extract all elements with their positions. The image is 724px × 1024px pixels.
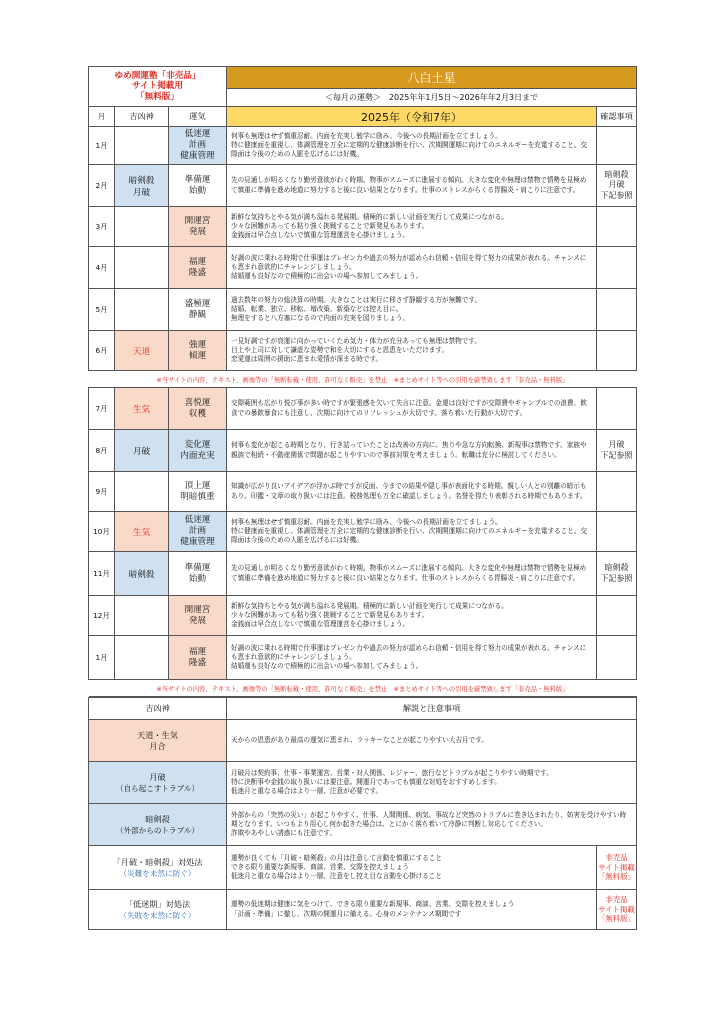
fortune-cell	[169, 430, 227, 472]
legend-description-line: 運勢が良くても「月破・暗剣殺」の月は注意して言動を慎重にすること	[231, 853, 442, 862]
fortune-line: 健康管理	[180, 537, 215, 547]
legend-name-line: 「低迷期」対処法	[124, 898, 191, 909]
free-edition-note	[597, 846, 637, 890]
kyo-cell	[115, 207, 169, 247]
legend-name-line: 暗剣殺	[145, 813, 170, 824]
month-label: 9月	[89, 472, 115, 512]
free-note-line: サイト掲載	[598, 904, 635, 914]
free-note-line: サイト掲載	[598, 862, 635, 872]
kyo-cell: 生気	[115, 388, 169, 430]
month-row	[89, 552, 637, 596]
fortune-line: 傾運	[188, 350, 207, 361]
description-line: 特に健康面を重視し、体調管理を万全に定期的な健康診断を行い、次期開運期に向けてのエネルギーを充電すること。交際面は今後のための人脈を広げるには好機。	[231, 140, 588, 159]
kyo-cell: 暗剣殺	[115, 552, 169, 596]
month-row	[89, 596, 637, 636]
check-line: 暗剣殺	[604, 563, 629, 572]
description-line: 何事も無理はせず慎重忍耐。内面を充実し勉学に励み、今後への長期計画を立てましょう。	[231, 131, 502, 140]
legend-name	[89, 846, 227, 890]
legend-name	[89, 720, 227, 762]
month-description	[227, 472, 597, 512]
fortune-line: 準備運	[184, 562, 211, 573]
month-description	[227, 331, 597, 371]
legend-row	[89, 846, 637, 890]
period-text: ＜毎月の運勢＞ 2025年年1月5日～2026年年2月3日まで	[227, 89, 637, 107]
col-header-month: 月	[89, 107, 115, 127]
fortune-line: 開運宮	[184, 604, 211, 615]
check-cell	[597, 472, 637, 512]
legend-row	[89, 762, 637, 804]
notice-text: ※当サイトの内容、テキスト、画像等の「無断転載・使用、許可なく販売」を禁止 ※まとめサイト等への引用を厳禁致します「非売品・無料版」	[89, 371, 637, 388]
month-description	[227, 165, 597, 207]
check-cell	[597, 331, 637, 371]
fortune-line: 喜悦運	[184, 397, 211, 408]
fortune-line: 低迷運	[184, 129, 211, 139]
description-line: 過去数年の努力の総決算の時期。大きなことは実行に移さず静観する方が無難です。	[231, 295, 482, 304]
legend-sub: （外部からのトラブル）	[115, 825, 200, 835]
col-header-kyo: 吉凶神	[115, 107, 169, 127]
description-line: 金銭面は早合点しないで慎重な管理運営を心掛けましょう。	[231, 620, 410, 629]
check-line: 下記参照	[600, 190, 633, 200]
description-line: 結婚運も良好なので積極的に出会いの場へ参加してみましょう。	[231, 662, 423, 671]
fortune-line: 隆盛	[188, 657, 207, 668]
description-line: 何事も変化が起こる時期となり、行き詰っていたことは改善の方向に。焦りや急な方向転換、新規事は禁物です。家族や親族で相続・不動産関係で問題が起こりやすいので事前対策を考えましょう。転職は充分に検討してください。	[231, 441, 587, 459]
legend-description	[227, 762, 637, 804]
fortune-cell	[169, 596, 227, 636]
check-line: 暗剣殺	[604, 169, 629, 179]
check-cell	[597, 552, 637, 596]
description-line: 新鮮な気持ちとやる気が満ち溢れる発展期。積極的に新しい計画を実行して成果につながる。	[231, 601, 508, 610]
description-line: 先の見通しが明るくなり勤労意欲がわく時期。物事がスムーズに進展する傾向。大きな変化や無理は禁物で情勢を見極めて慎重に準備を進め地道に努力すると後に良い結果となります。仕事のストレスからくる胃腸炎・肩こりに注意です。	[231, 564, 587, 582]
fortune-cell	[169, 636, 227, 680]
description-line: 好調の波に乗れる時期で仕事運はプレゼン力や過去の努力が認められ信頼・信用を得て努力の成果が表れる。チャンスにも恵まれ意欲的にチャレンジしましょう。	[231, 643, 587, 661]
legend-name-line: 月合	[149, 740, 166, 751]
month-label: 12月	[89, 596, 115, 636]
description-line: 少々な困難があっても粘り強く挑戦することで新発見もあります。	[231, 221, 429, 230]
kyo-cell	[115, 247, 169, 289]
month-row	[89, 127, 637, 165]
star-title: 八白土星	[227, 67, 637, 89]
fortune-cell	[169, 289, 227, 331]
kyo-cell: 月破	[115, 430, 169, 472]
fortune-line: 発展	[188, 226, 207, 237]
legend-name	[89, 890, 227, 930]
month-description	[227, 127, 597, 165]
month-description	[227, 430, 597, 472]
legend-row	[89, 720, 637, 762]
description-line: 特に健康面を重視し、体調管理を万全に定期的な健康診断を行い、次期開運期に向けてのエネルギーを充電すること。交際面は今後のための人脈を広げるには好機。	[231, 526, 588, 545]
legend-table	[88, 697, 637, 930]
description-line: 無理をすると八方塞になるので内面の充実を図りましょう。	[231, 314, 410, 323]
check-cell	[597, 636, 637, 680]
check-cell	[597, 512, 637, 552]
col-header-check: 確認事項	[597, 107, 637, 127]
month-label: 3月	[89, 207, 115, 247]
month-row	[89, 636, 637, 680]
description-line: 交際範囲も広がり悦び事が多い時ですが緊張感を欠いて失言に注意。金運は良好ですが交際費やギャンブルでの浪費、飲食での暴飲暴食にも注意し、次期に向けてのリフレッシュが大切です。落ち着いた行動が大切です。	[231, 399, 587, 417]
fortune-line: 健康管理	[180, 151, 215, 161]
fortune-line: 始動	[188, 185, 207, 196]
free-note-line: 非売品	[605, 895, 628, 905]
brand-line1: ゆめ開運塾「非売品」	[114, 70, 201, 81]
legend-description-line: 低迷月と重なる場合はより一層、注意をし控え目な言動を心掛けること	[231, 872, 442, 881]
legend-description-line: 運勢の低迷期は健康に気をつけて、できる限り重要な新規事、商談、営業、交際を控えましょう	[231, 900, 515, 909]
month-row	[89, 247, 637, 289]
fortune-cell	[169, 207, 227, 247]
fortune-line: 明暗慎重	[180, 491, 215, 502]
month-label: 6月	[89, 331, 115, 371]
kyo-cell: 天道	[115, 331, 169, 371]
legend-name-line: 月破	[149, 771, 166, 782]
fortune-line: 隆盛	[188, 267, 207, 278]
fortune-line: 始動	[188, 573, 207, 584]
free-note-line: 「無料版」	[598, 872, 635, 882]
check-cell	[597, 207, 637, 247]
legend-description-line: 低迷月と重なる場合はより一層、注意が必要です。	[231, 787, 383, 796]
fortune-line: 静観	[188, 309, 207, 320]
check-cell	[597, 165, 637, 207]
month-description	[227, 512, 597, 552]
free-note-line: 非売品	[605, 853, 628, 863]
kyo-cell	[115, 127, 169, 165]
year-title: 2025年（令和7年）	[227, 107, 597, 127]
month-label: 1月	[89, 127, 115, 165]
legend-description-line: 「計画・準備」に徹し、次期の開運月に備える。心身のメンテナンス期間です	[231, 909, 462, 918]
check-cell	[597, 596, 637, 636]
check-cell	[597, 289, 637, 331]
monthly-table	[88, 66, 637, 697]
col-header-fortune: 運気	[169, 107, 227, 127]
check-cell	[597, 430, 637, 472]
month-row	[89, 430, 637, 472]
month-label: 8月	[89, 430, 115, 472]
fortune-cell	[169, 472, 227, 512]
legend-row	[89, 890, 637, 930]
description-line: 新鮮な気持ちとやる気が満ち溢れる発展期。積極的に新しい計画を実行して成果につながる。	[231, 212, 508, 221]
legend-description-line: 詐欺やあやしい誘惑にも注意です。	[231, 829, 336, 838]
check-line: 下記参照	[600, 450, 633, 460]
check-line: 月破	[608, 180, 625, 190]
description-line: 金銭面は早合点しないで慎重な管理運営を心掛けましょう。	[231, 231, 410, 240]
fortune-cell	[169, 552, 227, 596]
month-label: 4月	[89, 247, 115, 289]
description-line: 結婚、転業、独立、移転、増改築、新築などは控え目に。	[231, 304, 403, 313]
fortune-cell	[169, 331, 227, 371]
check-cell	[597, 247, 637, 289]
notice-text: ※当サイトの内容、テキスト、画像等の「無断転載・使用、許可なく販売」を禁止 ※まとめサイト等への引用を厳禁致します「非売品・無料版」	[89, 680, 637, 697]
month-row	[89, 289, 637, 331]
month-row	[89, 331, 637, 371]
description-line: 先の見通しが明るくなり勤労意欲がわく時期。物事がスムーズに進展する傾向。大きな変化や無理は禁物で情勢を見極めて慎重に準備を進め地道に努力すると後に良い結果となります。仕事のストレスからくる胃腸炎・肩こりに注意です。	[231, 176, 587, 194]
fortune-cell	[169, 127, 227, 165]
description-line: 知識が広がり良いアイデアが浮かぶ時ですが反面、今までの結果や隠し事が表面化する時期。親しい人との別離の暗示もあり。印鑑・文章の取り扱いには注意。税務処理も万全に確認しましょう。名誉を得たり表彰される時期でもあります。	[231, 482, 587, 500]
legend-description-line: 特に決断事や金銭の取り扱いには要注意。開運月であっても慎重な対処をおすすめします。	[231, 777, 501, 786]
free-note-line: 「無料版」	[598, 914, 635, 924]
fortune-cell	[169, 165, 227, 207]
kyo-line: 暗剣殺	[128, 175, 155, 186]
description-line: 好調の波に乗れる時期で仕事運はプレゼン力や過去の努力が認められ信頼・信用を得て努力の成果が表れる。チャンスにも恵まれ意欲的にチャレンジしましょう。	[231, 253, 587, 271]
description-line: 結婚運も良好なので積極的に出会いの場へ参加してみましょう。	[231, 272, 423, 281]
month-label: 7月	[89, 388, 115, 430]
legend-description	[227, 890, 597, 930]
legend-description-line: 外部からの「突然の災い」が起こりやすく、仕事、人間関係、病気、事故など突然のトラブルに巻き込まれたり、妨害を受けやすい時期となります。いつもより用心し何か起きた場合は、とにかく落ち着いて冷静に判断し対応してください。	[231, 810, 627, 828]
fortune-line: 収穫	[188, 408, 207, 419]
legend-name	[89, 804, 227, 846]
month-description	[227, 247, 597, 289]
check-line: 下記参照	[600, 573, 633, 583]
notice-row	[89, 680, 637, 697]
legend-description-line: 月破月は契約事、仕事・事業運営、営業・対人関係、レジャー、旅行などトラブルが起こりやすい時期です。	[231, 768, 553, 777]
brand-box	[89, 67, 227, 107]
fortune-line: 発展	[188, 615, 207, 626]
kyo-cell	[115, 289, 169, 331]
check-cell	[597, 127, 637, 165]
kyo-line: 月破	[132, 187, 151, 198]
legend-header-kyo: 吉凶神	[89, 698, 227, 720]
fortune-line: 計画	[188, 526, 207, 536]
description-line: 一見好調ですが衰運に向かっていくため気力・体力が充分あっても無理は禁物です。	[231, 336, 481, 345]
legend-description-line: できる限り重要な新規事、商談、営業、交際を控えましょう	[231, 862, 410, 871]
month-row	[89, 512, 637, 552]
month-description	[227, 207, 597, 247]
fortune-line: 盛極運	[184, 298, 211, 309]
legend-description	[227, 720, 637, 762]
month-label: 10月	[89, 512, 115, 552]
legend-description-line: 天からの恩恵があり最高の運気に恵まれ、ラッキーなことが起こりやすい大吉月です。	[231, 735, 488, 744]
legend-header-desc: 解説と注意事項	[227, 698, 637, 720]
notice-row	[89, 371, 637, 388]
month-label: 5月	[89, 289, 115, 331]
month-label: 2月	[89, 165, 115, 207]
legend-description	[227, 804, 637, 846]
fortune-line: 頂上運	[184, 480, 211, 491]
fortune-line: 変化運	[184, 439, 211, 450]
fortune-line: 内面充実	[180, 450, 215, 461]
month-row	[89, 207, 637, 247]
brand-line2: サイト掲載用	[132, 81, 183, 92]
month-description	[227, 388, 597, 430]
month-description	[227, 289, 597, 331]
month-description	[227, 552, 597, 596]
legend-sub: （失敗を未然に防ぐ）	[119, 910, 196, 920]
fortune-line: 福運	[188, 256, 207, 267]
fortune-line: 準備運	[184, 174, 211, 185]
kyo-cell	[115, 636, 169, 680]
legend-name-line: 「月破・暗剣殺」対処法	[112, 856, 203, 867]
legend-name	[89, 762, 227, 804]
month-label: 1月	[89, 636, 115, 680]
legend-description	[227, 846, 597, 890]
description-line: 目上や上司に対して謙虚な姿勢で和を大切にすると恩恵をいただけます。	[231, 345, 449, 354]
fortune-line: 強運	[188, 339, 207, 350]
fortune-cell	[169, 388, 227, 430]
description-line: 何事も無理はせず慎重忍耐。内面を充実し勉学に励み、今後への長期計画を立てましょう。	[231, 517, 502, 526]
legend-sub: （自ら起こすトラブル）	[115, 783, 200, 793]
fortune-line: 開運宮	[184, 215, 211, 226]
kyo-cell	[115, 472, 169, 512]
check-line: 月破	[608, 440, 625, 449]
kyo-cell	[115, 596, 169, 636]
month-label: 11月	[89, 552, 115, 596]
kyo-cell	[115, 165, 169, 207]
month-description	[227, 636, 597, 680]
kyo-cell: 生気	[115, 512, 169, 552]
legend-name-line: 天道・生気	[137, 729, 178, 740]
fortune-cell	[169, 247, 227, 289]
fortune-sheet	[88, 66, 636, 930]
fortune-line: 計画	[188, 140, 207, 150]
legend-row	[89, 804, 637, 846]
check-cell	[597, 388, 637, 430]
fortune-line: 福運	[188, 646, 207, 657]
description-line: 少々な困難があっても粘り強く挑戦することで新発見もあります。	[231, 610, 429, 619]
month-row	[89, 472, 637, 512]
legend-sub: （災難を未然に防ぐ）	[119, 868, 196, 878]
fortune-cell	[169, 512, 227, 552]
description-line: 恋愛運は周囲の援助に恵まれ愛情が深まる時です。	[231, 355, 383, 364]
fortune-line: 低迷運	[184, 515, 211, 525]
month-description	[227, 596, 597, 636]
month-row	[89, 388, 637, 430]
free-edition-note	[597, 890, 637, 930]
brand-line3: 「無料版」	[136, 91, 179, 102]
month-row	[89, 165, 637, 207]
